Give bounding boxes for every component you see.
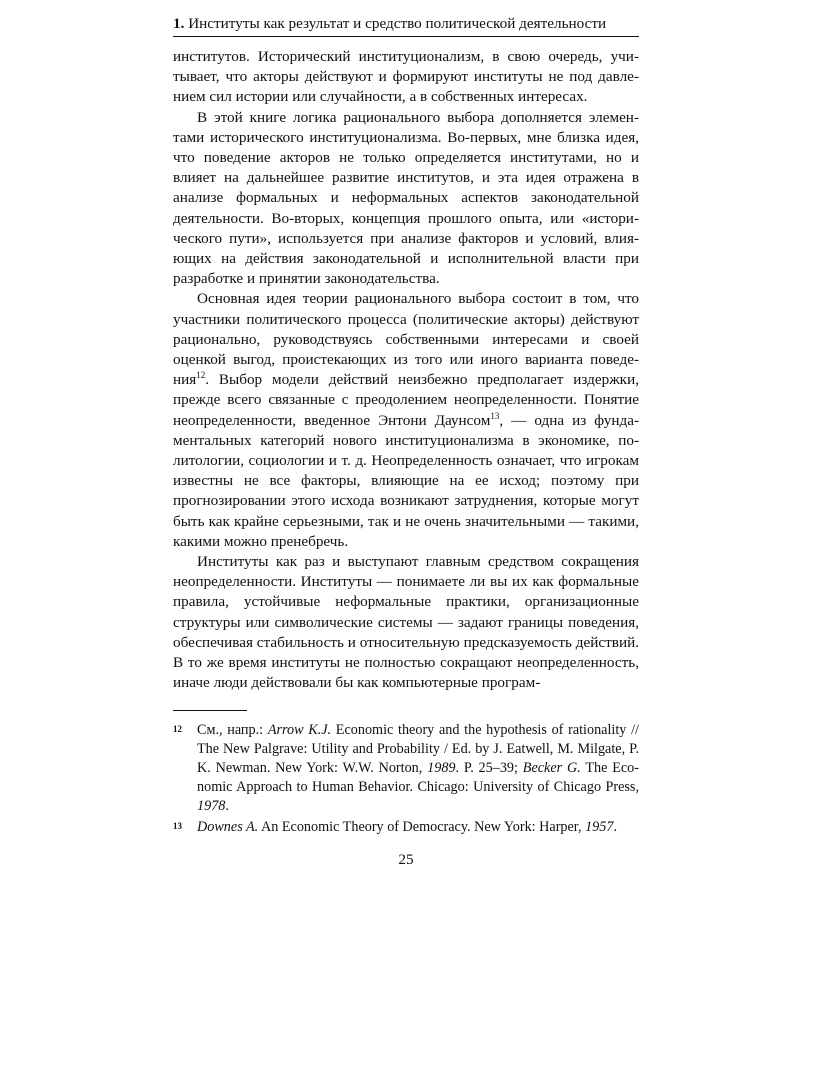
paragraph: институтов. Исторический институционализм, в свою очередь, учитывает, что акторы действуют и формируют институты не под давлением сил истории или случайности, а в собственных интересах. bbox=[173, 48, 639, 106]
paragraph: В этой книге логика рационального выбора дополняется элементами исторического институционализма. Во-первых, мне близка идея, что поведение акторов не только определяется институтами, но и влияет на дальнейшее развитие институтов, и эта идея отражена в анализе формальных и неформальных аспектов законодательной деятельности. Во-вторых, концепция прошлого опыта, или «исторического пути», используется при анализе факторов и условий, влияющих на действия законодательной и исполнительной власти при разработке и принятии законодательства. bbox=[173, 108, 639, 288]
footnote-text: См., напр.: bbox=[197, 721, 268, 738]
footnote-mark: 13 bbox=[173, 820, 182, 831]
body-text bbox=[173, 47, 639, 694]
running-head bbox=[173, 14, 639, 37]
paragraph-text: , — одна из фундаментальных категорий нового институционализма в экономике, политологии, социологии и т. д. Неопределенность означает, что игрокам известны не все факторы, влияющие на ее исход; поэтому при прогнозировании этого исхода возникают затруднения, которые могут быть как крайне серьезными, так и не очень значительными — такими, какими можно пренебречь. bbox=[173, 411, 639, 550]
paragraph-text: . Выбор модели действий неизбежно предполагает издержки, прежде всего связанные с преодолением неопределенности. Понятие неопределенности, введенное Энтони Даунсом bbox=[173, 371, 639, 429]
footnote-text: . bbox=[613, 818, 617, 835]
footnote-author: Arrow K.J. bbox=[267, 721, 332, 738]
footnote-ref-13[interactable]: 13 bbox=[490, 410, 500, 421]
footnote-12 bbox=[173, 721, 639, 816]
footnotes bbox=[173, 721, 639, 837]
paragraph-text: Основная идея теории рационального выбора состоит в том, что участники политического процесса (политические акторы) действуют рационально, руководствуясь собственными интересами и своей оценкой выгод, проистекающих из того или иного варианта поведения bbox=[173, 290, 639, 389]
footnote-mark: 12 bbox=[173, 723, 182, 734]
footnote-author: Downes A. bbox=[197, 818, 259, 835]
page-number: 25 bbox=[398, 850, 414, 868]
footnote-year: 1989 bbox=[427, 759, 456, 776]
footnote-text: Economic theory and the hypothesis of rationality // The New Palgrave: Utility and Probability / Ed. by J. Eatwell, M. Milgate, P. K. Newman. New York: W.W. Norton, bbox=[197, 721, 639, 776]
footnote-text: An Economic Theory of Democracy. New York: Harper, bbox=[258, 818, 586, 835]
footnote-author: Becker G. bbox=[522, 759, 581, 776]
footnote-year: 1978 bbox=[197, 797, 226, 814]
footnote-text: The Economic Approach to Human Behavior. Chicago: University of Chicago Press, bbox=[197, 759, 640, 795]
chapter-number: 1. bbox=[173, 15, 185, 32]
footnote-text: . bbox=[225, 797, 229, 814]
footnote-text: . P. 25–39; bbox=[455, 759, 523, 776]
footnote-13 bbox=[173, 818, 639, 837]
book-page bbox=[173, 14, 639, 869]
footnote-year: 1957 bbox=[585, 818, 614, 835]
paragraph: Институты как раз и выступают главным средством сокращения неопределенности. Институты — понимаете ли вы их как формальные правила, устойчивые неформальные практики, организационные структуры или символические системы — задают границы поведения, обеспечивая стабильность и относительную предсказуемость действий. В то же время институты не полностью сокращают неопределенность, иначе люди действовали бы как компьютерные програм- bbox=[173, 553, 639, 692]
chapter-title: Институты как результат и средство политической деятельности bbox=[188, 15, 607, 32]
paragraph bbox=[173, 289, 639, 552]
footnote-divider bbox=[173, 710, 247, 711]
footnote-ref-12[interactable]: 12 bbox=[196, 370, 206, 381]
